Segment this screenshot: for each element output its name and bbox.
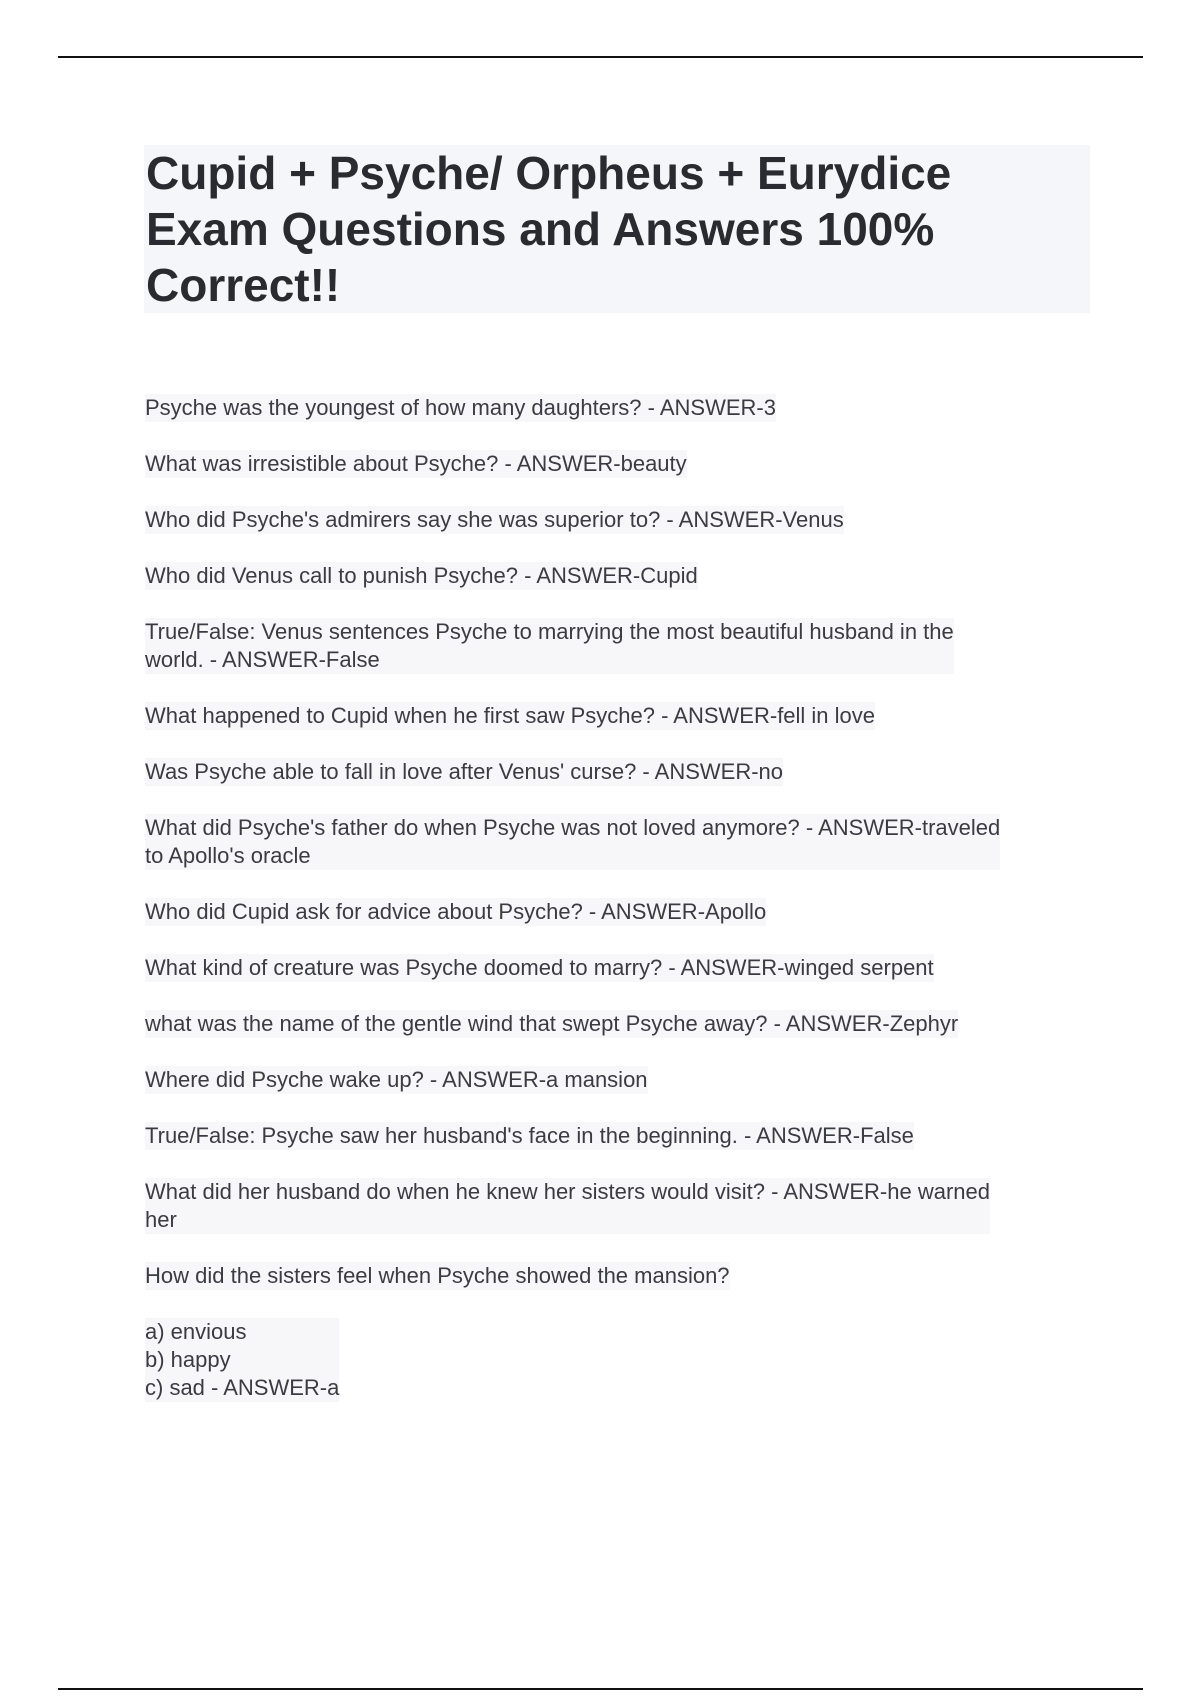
qa-list xyxy=(145,394,1095,1430)
qa-item-options: a) envious b) happy c) sad - ANSWER-a xyxy=(145,1319,340,1400)
qa-item: How did the sisters feel when Psyche showed the mansion? xyxy=(145,1263,730,1288)
qa-item: what was the name of the gentle wind that swept Psyche away? - ANSWER-Zephyr xyxy=(145,1011,959,1036)
document-title: Cupid + Psyche/ Orpheus + Eurydice Exam Questions and Answers 100% Correct!! xyxy=(146,147,952,311)
qa-item: What kind of creature was Psyche doomed to marry? - ANSWER-winged serpent xyxy=(145,955,934,980)
qa-item: Who did Cupid ask for advice about Psyche? - ANSWER-Apollo xyxy=(145,899,767,924)
top-rule xyxy=(58,56,1143,58)
qa-item: True/False: Psyche saw her husband's face in the beginning. - ANSWER-False xyxy=(145,1123,914,1148)
qa-item: True/False: Venus sentences Psyche to marrying the most beautiful husband in the world. - ANSWER-False xyxy=(145,619,954,672)
qa-item: Who did Venus call to punish Psyche? - ANSWER-Cupid xyxy=(145,563,698,588)
bottom-rule xyxy=(58,1688,1143,1690)
qa-item: What did Psyche's father do when Psyche was not loved anymore? - ANSWER-traveled to Apollo's oracle xyxy=(145,815,1001,868)
qa-item: Psyche was the youngest of how many daughters? - ANSWER-3 xyxy=(145,395,776,420)
qa-item: What did her husband do when he knew her sisters would visit? - ANSWER-he warned her xyxy=(145,1179,990,1232)
qa-item: Who did Psyche's admirers say she was superior to? - ANSWER-Venus xyxy=(145,507,844,532)
qa-item: Where did Psyche wake up? - ANSWER-a mansion xyxy=(145,1067,648,1092)
title-block xyxy=(144,145,1090,313)
qa-item: What happened to Cupid when he first saw Psyche? - ANSWER-fell in love xyxy=(145,703,876,728)
qa-item: Was Psyche able to fall in love after Venus' curse? - ANSWER-no xyxy=(145,759,783,784)
qa-item: What was irresistible about Psyche? - ANSWER-beauty xyxy=(145,451,687,476)
